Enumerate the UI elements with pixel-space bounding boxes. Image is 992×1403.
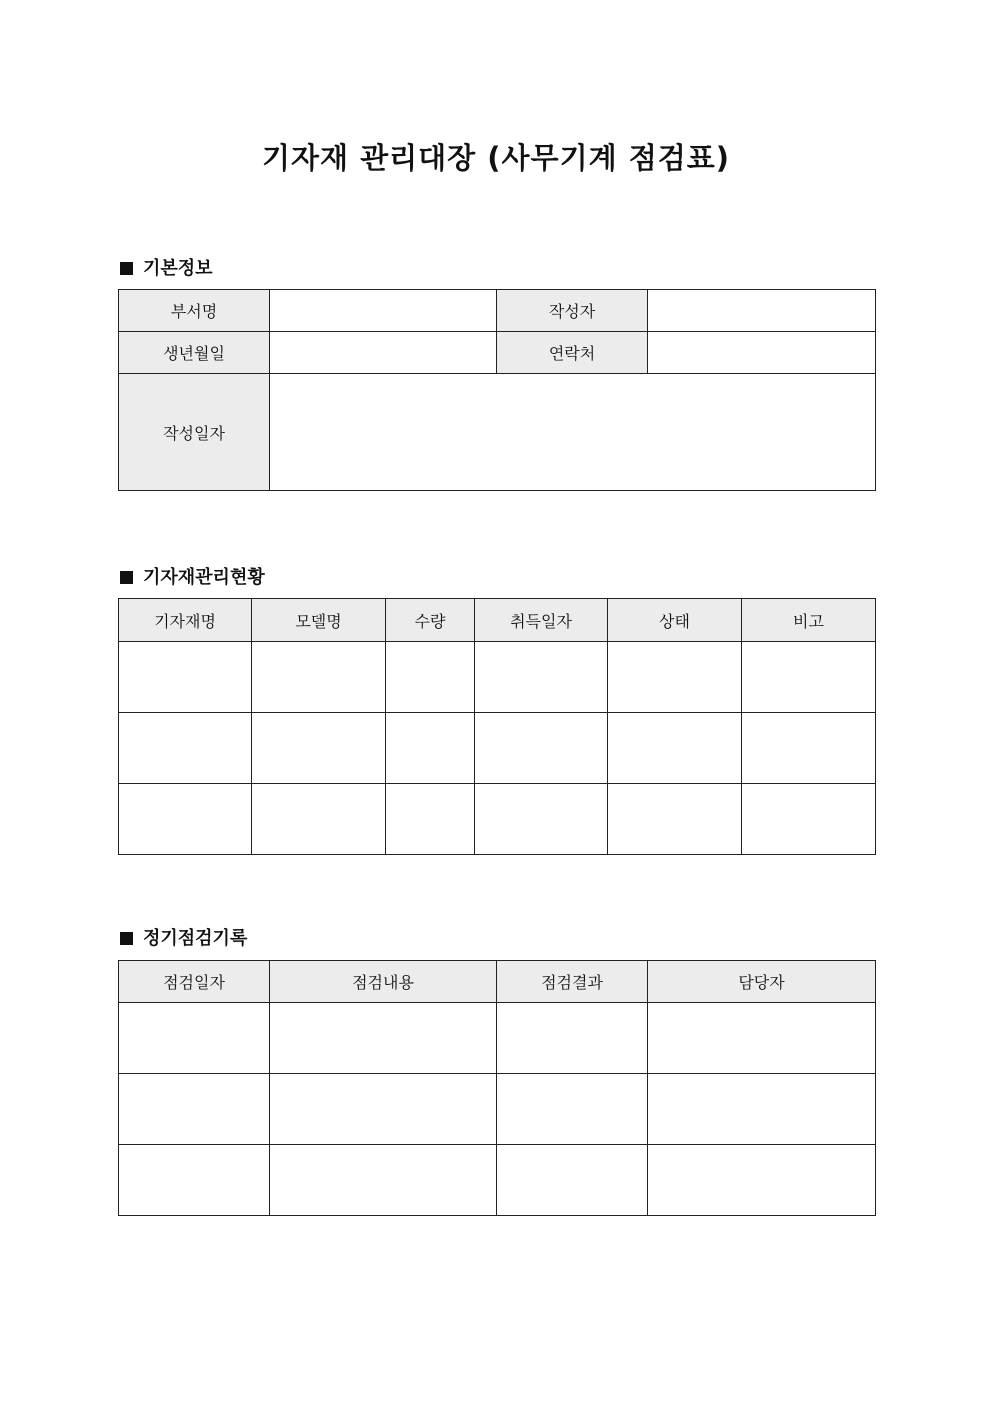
label-department: 부서명	[119, 290, 270, 332]
section-heading-label: 기본정보	[143, 258, 213, 279]
table-cell[interactable]	[475, 784, 608, 855]
table-cell[interactable]	[386, 784, 475, 855]
table-cell[interactable]	[270, 1145, 497, 1216]
table-cell[interactable]	[608, 784, 742, 855]
column-header-acquisition-date: 취득일자	[475, 599, 608, 642]
square-bullet-icon	[120, 262, 133, 275]
column-header-remarks: 비고	[742, 599, 876, 642]
table-cell[interactable]	[497, 1145, 648, 1216]
section-heading-label: 정기점검기록	[143, 928, 248, 949]
table-cell[interactable]	[648, 1145, 876, 1216]
birthdate-field[interactable]	[270, 332, 497, 374]
department-field[interactable]	[270, 290, 497, 332]
label-date-written: 작성일자	[119, 374, 270, 491]
column-header-inspection-content: 점검내용	[270, 961, 497, 1003]
column-header-quantity: 수량	[386, 599, 475, 642]
table-cell[interactable]	[497, 1003, 648, 1074]
basic-info-table	[118, 289, 876, 491]
table-cell[interactable]	[119, 642, 252, 713]
square-bullet-icon	[120, 571, 133, 584]
table-cell[interactable]	[270, 1074, 497, 1145]
label-contact: 연락처	[497, 332, 648, 374]
column-header-model-name: 모델명	[252, 599, 386, 642]
page-title: 기자재 관리대장 (사무기계 점검표)	[262, 141, 730, 175]
table-cell[interactable]	[648, 1003, 876, 1074]
section-heading-label: 기자재관리현황	[143, 567, 265, 588]
table-row	[119, 713, 876, 784]
table-cell[interactable]	[608, 642, 742, 713]
table-cell[interactable]	[608, 713, 742, 784]
column-header-equipment-name: 기자재명	[119, 599, 252, 642]
table-header-row	[119, 599, 876, 642]
table-cell[interactable]	[386, 713, 475, 784]
table-row	[119, 374, 876, 491]
table-cell[interactable]	[648, 1074, 876, 1145]
section-heading-inspection-record	[120, 924, 247, 950]
equipment-status-table	[118, 598, 876, 855]
table-row	[119, 332, 876, 374]
table-row	[119, 1003, 876, 1074]
table-row	[119, 784, 876, 855]
table-cell[interactable]	[742, 642, 876, 713]
table-cell[interactable]	[386, 642, 475, 713]
table-cell[interactable]	[119, 784, 252, 855]
author-field[interactable]	[648, 290, 876, 332]
table-cell[interactable]	[270, 1003, 497, 1074]
table-cell[interactable]	[119, 713, 252, 784]
table-header-row	[119, 961, 876, 1003]
table-cell[interactable]	[475, 713, 608, 784]
label-birthdate: 생년월일	[119, 332, 270, 374]
table-row	[119, 642, 876, 713]
table-cell[interactable]	[252, 784, 386, 855]
table-row	[119, 1074, 876, 1145]
table-cell[interactable]	[475, 642, 608, 713]
table-row	[119, 1145, 876, 1216]
column-header-status: 상태	[608, 599, 742, 642]
column-header-inspection-result: 점검결과	[497, 961, 648, 1003]
section-heading-basic-info	[120, 254, 213, 280]
inspection-record-table	[118, 960, 876, 1216]
table-cell[interactable]	[497, 1074, 648, 1145]
date-written-field[interactable]	[270, 374, 876, 491]
column-header-inspection-date: 점검일자	[119, 961, 270, 1003]
contact-field[interactable]	[648, 332, 876, 374]
square-bullet-icon	[120, 932, 133, 945]
table-row	[119, 290, 876, 332]
table-cell[interactable]	[252, 713, 386, 784]
section-heading-equipment-status	[120, 563, 265, 589]
table-cell[interactable]	[742, 784, 876, 855]
table-cell[interactable]	[252, 642, 386, 713]
table-cell[interactable]	[119, 1145, 270, 1216]
column-header-person-in-charge: 담당자	[648, 961, 876, 1003]
table-cell[interactable]	[742, 713, 876, 784]
table-cell[interactable]	[119, 1074, 270, 1145]
label-author: 작성자	[497, 290, 648, 332]
table-cell[interactable]	[119, 1003, 270, 1074]
